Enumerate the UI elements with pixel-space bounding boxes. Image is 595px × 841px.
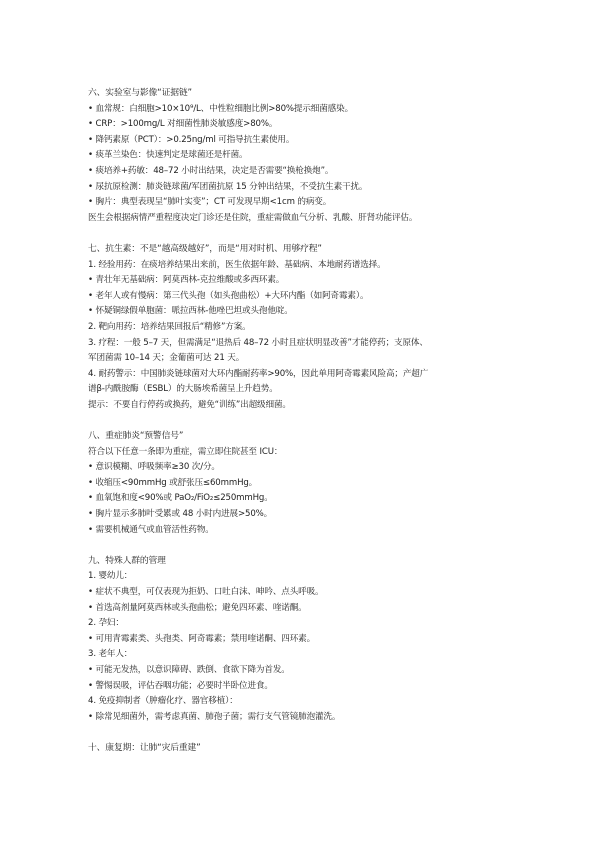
body-line: 4. 免疫抑制者（肿瘤化疗、器官移植）：: [88, 696, 238, 707]
document-page: [88, 86, 528, 757]
body-line: 1. 婴幼儿：: [88, 571, 133, 582]
body-line: • 首选高剂量阿莫西林或头孢曲松；避免四环素、喹诺酮。: [88, 602, 307, 613]
body-line: • 老年人或有慢病：第三代头孢（如头孢曲松）+大环内酯（如阿奇霉素）。: [88, 290, 369, 301]
section-heading: 九、特殊人群的管理: [88, 555, 166, 566]
body-line: • 可能无发热，以意识障碍、跌倒、食欲下降为首发。: [88, 664, 290, 675]
body-line: • 尿抗原检测：肺炎链球菌/军团菌抗原 15 分钟出结果，不受抗生素干扰。: [88, 181, 368, 192]
body-line: • 胸片：典型表现呈“肺叶实变”；CT 可发现早期<1cm 的病变。: [88, 197, 332, 208]
document-content: [88, 86, 528, 757]
section-heading: 八、重症肺炎“预警信号”: [88, 431, 184, 442]
body-line: 提示：不要自行停药或换药，避免“训练”出超级细菌。: [88, 399, 291, 410]
body-line: 谱β-内酰胺酶（ESBL）的大肠埃希菌呈上升趋势。: [88, 384, 278, 395]
body-line: • 警惕误吸，评估吞咽功能；必要时半卧位进食。: [88, 680, 273, 691]
body-line: • 痰革兰染色：快速判定是球菌还是杆菌。: [88, 150, 248, 161]
body-line: 3. 老年人：: [88, 649, 133, 660]
body-line: • 青壮年无基础病：阿莫西林-克拉维酸或多西环素。: [88, 275, 285, 286]
body-line: • 除常见细菌外，需考虑真菌、肺孢子菌；需行支气管镜肺泡灌洗。: [88, 711, 341, 722]
body-line: • 意识模糊、呼吸频率≥30 次/分。: [88, 462, 220, 473]
body-line: • 症状不典型，可仅表现为拒奶、口吐白沫、呻吟、点头呼吸。: [88, 587, 324, 597]
section-spacer: [88, 538, 528, 554]
body-line: • 痰培养+药敏：48–72 小时出结果，决定是否需要“换枪换炮”。: [88, 165, 334, 176]
body-line: 3. 疗程：一般 5–7 天，但需满足“退热后 48–72 小时且症状明显改善”才能停药；支原体、: [88, 337, 428, 348]
body-line: • CRP：>100mg/L 对细菌性肺炎敏感度>80%。: [88, 119, 278, 130]
section-spacer: [88, 226, 528, 242]
section-spacer: [88, 725, 528, 741]
body-line: 1. 经验用药：在痰培养结果出来前，医生依据年龄、基础病、本地耐药谱选择。: [88, 259, 386, 270]
body-line: 2. 孕妇：: [88, 618, 124, 629]
section-spacer: [88, 413, 528, 429]
body-line: • 胸片显示多肺叶受累或 48 小时内进展>50%。: [88, 509, 273, 520]
body-line: • 怀疑铜绿假单胞菌：哌拉西林-他唑巴坦或头孢他啶。: [88, 306, 293, 317]
body-line: • 需要机械通气或血管活性药物。: [88, 524, 214, 535]
body-line: 2. 靶向用药：培养结果回报后“精修”方案。: [88, 321, 251, 332]
body-line: 医生会根据病情严重程度决定门诊还是住院，重症需做血气分析、乳酸、肝肾功能评估。: [88, 212, 418, 223]
section-heading: 十、康复期：让肺“灾后重建”: [88, 742, 201, 753]
body-line: 军团菌需 10–14 天；金葡菌可达 21 天。: [88, 353, 245, 364]
body-line: • 血常规：白细胞>10×10⁹/L、中性粒细胞比例>80%提示细菌感染。: [88, 103, 354, 114]
body-line: 符合以下任意一条即为重症，需立即住院甚至 ICU：: [88, 446, 283, 457]
section-heading: 六、实验室与影像“证据链”: [88, 88, 192, 98]
body-line: • 降钙素原（PCT）：>0.25ng/ml 可指导抗生素使用。: [88, 134, 295, 145]
section-heading: 七、抗生素：不是“越高级越好”，而是“用对时机、用够疗程”: [88, 243, 322, 254]
body-line: 4. 耐药警示：中国肺炎链球菌对大环内酯耐药率>90%，因此单用阿奇霉素风险高；产超广: [88, 368, 429, 379]
body-line: • 收缩压<90mmHg 或舒张压≤60mmHg。: [88, 477, 258, 488]
body-line: • 可用青霉素类、头孢类、阿奇霉素；禁用喹诺酮、四环素。: [88, 633, 316, 644]
body-line: • 血氧饱和度<90%或 PaO₂/FiO₂≤250mmHg。: [88, 493, 273, 504]
